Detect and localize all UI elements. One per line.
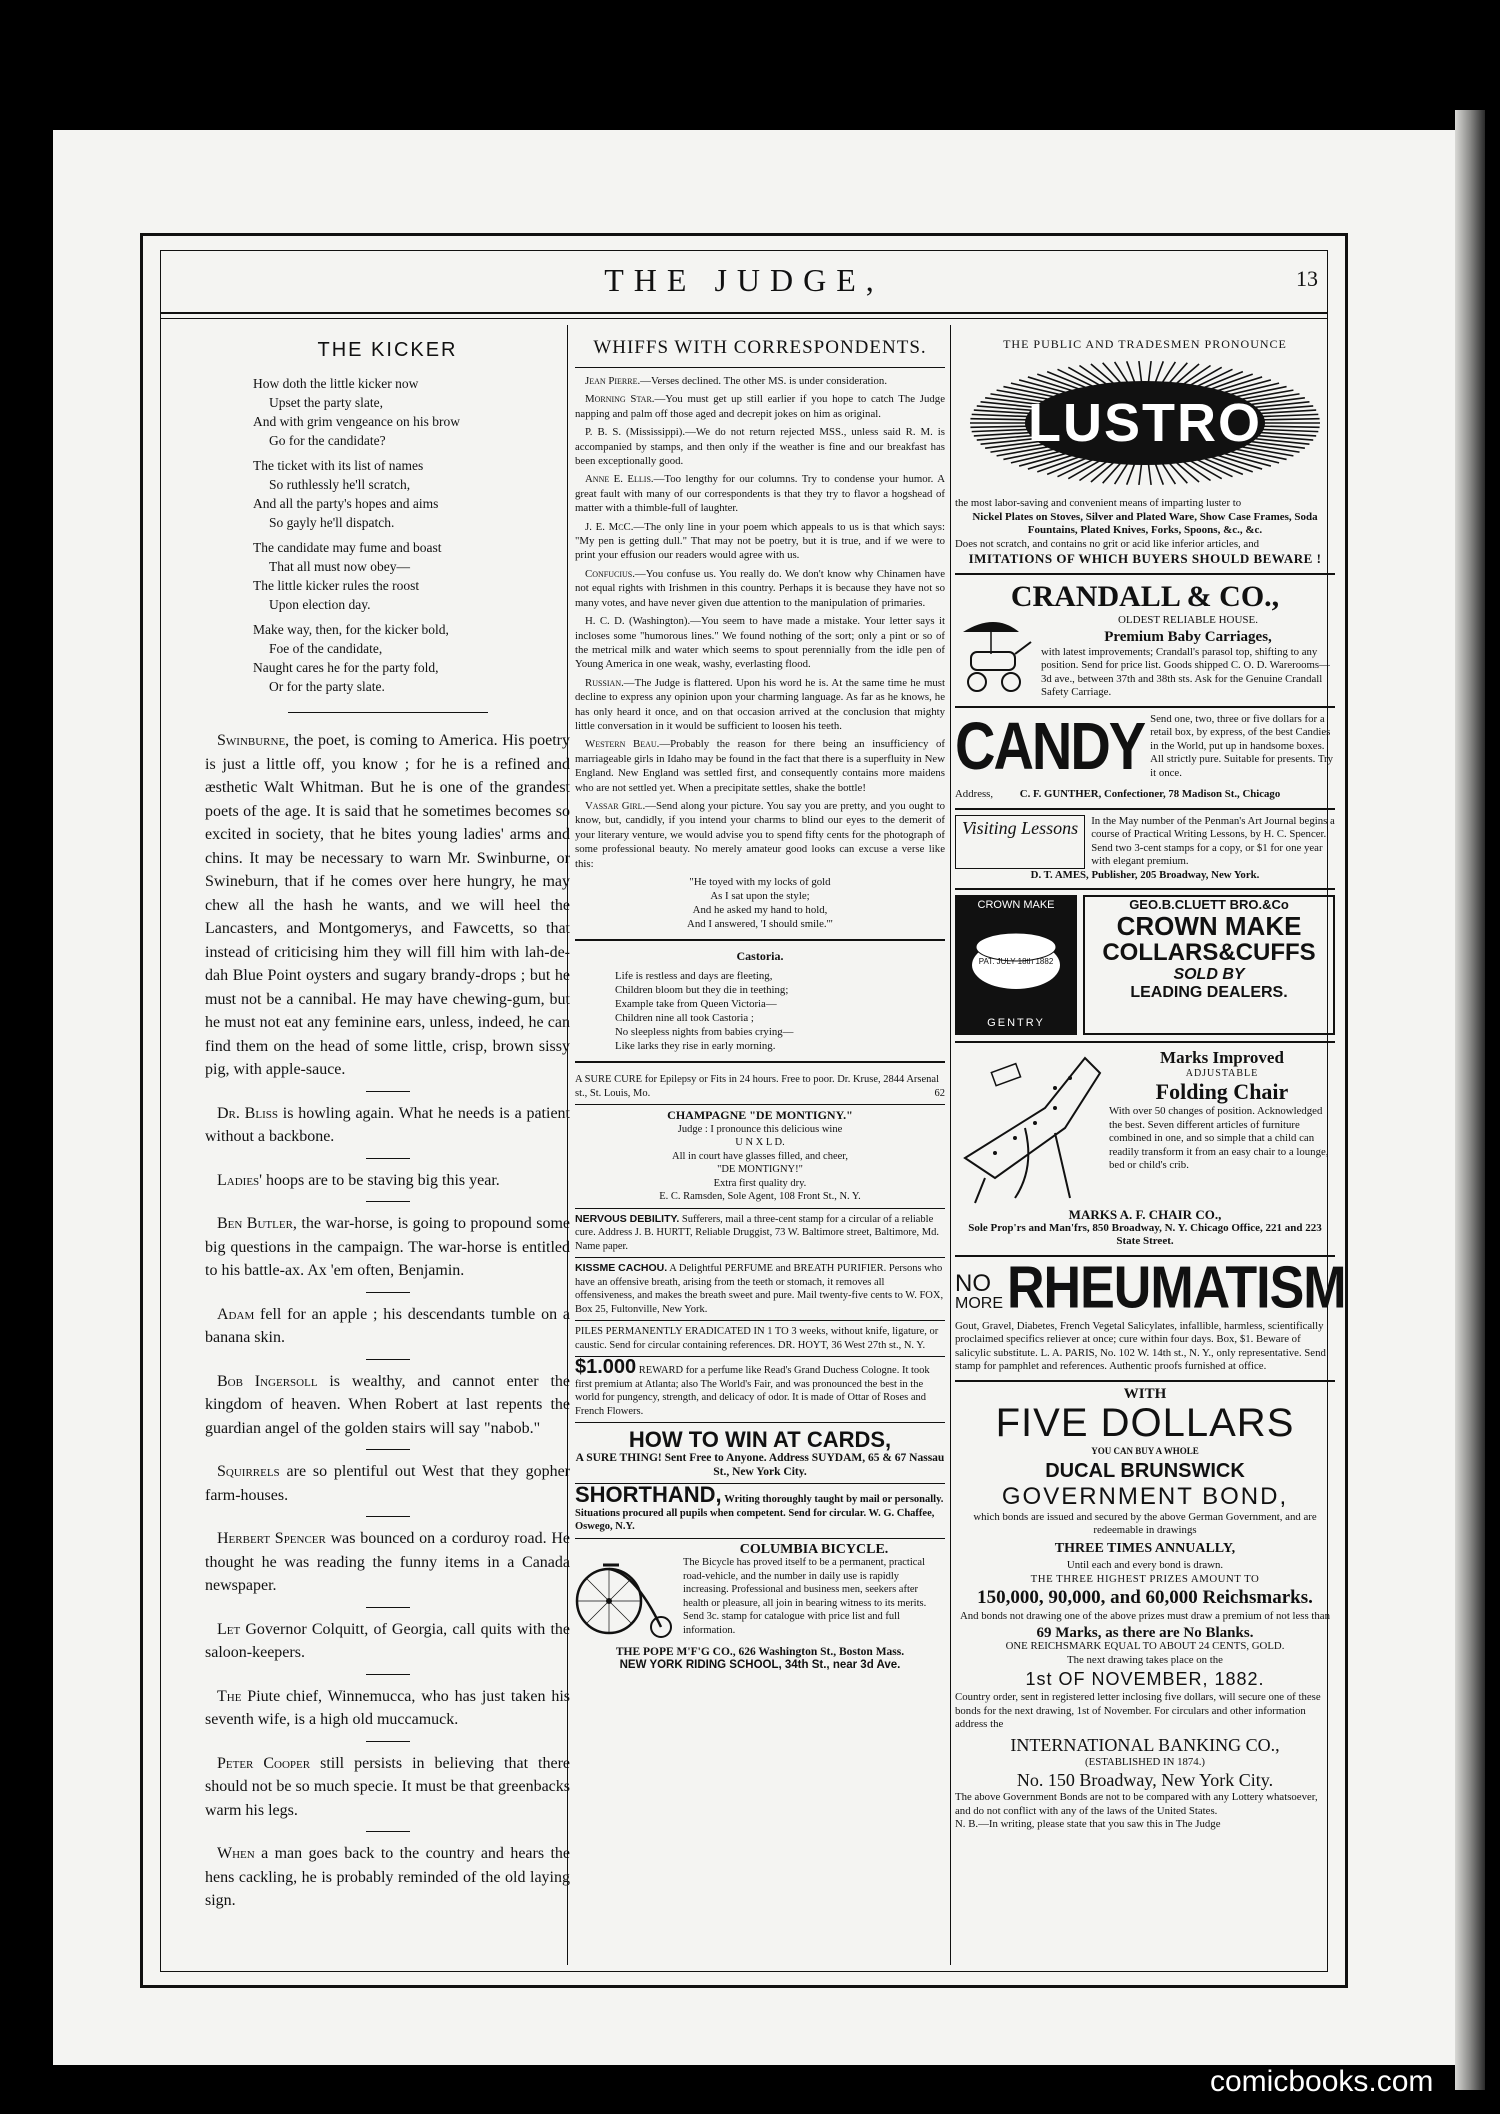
visiting-script: Visiting Lessons — [955, 815, 1085, 869]
bond-nb: N. B.—In writing, please state that you saw this in The Judge — [955, 1818, 1221, 1830]
crown-patent: PAT. JULY 18th 1882 — [978, 957, 1054, 966]
item-text: the poet, is coming to America. His poetry is just a little off, you know ; for he is a refined and æsthetic Walt Whitman. But he is one of the grandest poets of the age. It is said that he sometimes becomes so excited in society, that he bites young ladies' arms and chins. It may be necessary to warn Mr. Swinburne, or Swineburn, that if he comes over here hungry, he may chew all the hash he wants, and we will heel the Lancasters, and Montgomerys, and Fawcetts, so that instead of criticising him they will fill him with lah-de-dah Blue Point oysters and sugary brandy-drops ; but he must not be a cannibal. He may have chewing-gum, but he must not eat any feminine ears, unless, indeed, he can find them on the head of some little, crisp, brown sissy pig, with apple-sauce. — [205, 732, 570, 1078]
lustro-header: THE PUBLIC AND TRADESMEN PRONOUNCE — [1003, 337, 1287, 351]
whiffs-rule — [575, 367, 945, 368]
ad-reward-text: REWARD for a perfume like Read's Grand Duchess Cologne. It took first premium at Atlanta; also The World's Fair, and was pronounced the best in the world for pungency, strength, and delicacy of odor. It is made of Ottar of Roses and French Flowers. — [575, 1365, 930, 1417]
correspondent-reply — [575, 374, 945, 388]
poem-stanza — [253, 456, 570, 532]
verse-line: And he asked my hand to hold, — [692, 904, 828, 916]
baby-carriage-icon — [955, 614, 1035, 694]
ad-nervous-head: NERVOUS DEBILITY. — [575, 1212, 680, 1225]
poem-line: The little kicker rules the roost — [253, 578, 420, 593]
lustro-products: Nickel Plates on Stoves, Silver and Plated Ware, Show Case Frames, Soda Fountains, Plated Knives, Forks, Spoons, &c., &c. — [972, 510, 1318, 536]
ad-riding-school: NEW YORK RIDING SCHOOL, 34th St., near 3d Ave. — [619, 1659, 901, 1671]
poem-line: Or for the party slate. — [269, 679, 385, 694]
watermark: comicbooks.com — [1210, 2065, 1434, 2098]
column-middle — [575, 325, 945, 1677]
ad-champagne — [575, 1105, 945, 1209]
candy-address-line — [955, 788, 1335, 802]
crown-left-top: CROWN MAKE — [977, 899, 1055, 911]
rheum-head — [955, 1254, 1346, 1321]
castoria-line: Children bloom but they die in teething; — [615, 984, 789, 996]
chair-head: Marks Improved — [1160, 1048, 1284, 1067]
item-text: Governor Colquitt, of Georgia, call quits with the saloon-keepers. — [205, 1620, 570, 1661]
castoria-title: Castoria. — [736, 949, 784, 963]
ad-reward-amount: $1.000 — [575, 1356, 637, 1378]
whiffs-title: WHIFFS WITH CORRESPONDENTS. — [593, 337, 927, 358]
castoria-line: Example take from Queen Victoria— — [615, 998, 777, 1010]
item-lead: Adam — [217, 1305, 255, 1323]
ad-nervous — [575, 1209, 945, 1259]
page-number: 13 — [1296, 266, 1318, 291]
item-text: the war-horse, is going to propound some big questions in the campaign. The war-horse is entitled to his battle-ax. Ax 'em often, Benjamin. — [205, 1215, 570, 1279]
bond-five-dollars: FIVE DOLLARS — [995, 1401, 1295, 1445]
bond-with: WITH — [1123, 1385, 1167, 1402]
item-lead: The — [217, 1687, 242, 1705]
correspondent-reply — [575, 567, 945, 610]
reply-text: —Verses declined. The other MS. is under consideration. — [640, 375, 888, 387]
reply-text: —Probably the reason for there being an insufficiency of marriageable girls in Idaho may be found in the fact that there is a superfluity in New England. New England was settled first, and consequently contains more maidens who are not settled yet. When a precipitate settles, shake the bottle! — [575, 738, 945, 794]
masthead-rule — [160, 312, 1328, 314]
item-text: still persists in believing that there should not be so much specie. It must be that greenbacks warm his legs. — [205, 1754, 570, 1819]
candy-body — [955, 707, 1335, 784]
crown-left-bottom: GENTRY — [987, 1017, 1045, 1029]
champagne-line: Extra first quality dry. — [713, 1177, 807, 1189]
poem-line: The candidate may fume and boast — [253, 540, 442, 555]
lustro-text-1: the most labor-saving and convenient means of imparting luster to — [955, 497, 1242, 509]
correspondent-replies — [575, 374, 945, 871]
ad-reward — [575, 1357, 945, 1423]
chair-sub: ADJUSTABLE — [1185, 1068, 1259, 1079]
reply-name: Morning Star. — [585, 393, 655, 406]
candy-address-label: Address, — [955, 788, 994, 800]
candy-address: C. F. GUNTHER, Confectioner, 78 Madison St., Chicago — [1019, 788, 1281, 800]
bond-country-order: Country order, sent in registered letter inclosing five dollars, will secure one of these bonds for the next drawing, 1st of November. For circulars and other information address the — [955, 1691, 1321, 1730]
champagne-line: E. C. Ramsden, Sole Agent, 108 Front St., N. Y. — [659, 1191, 861, 1202]
item-separator — [366, 1201, 410, 1202]
lustro-text-2: Does not scratch, and contains no grit or acid like inferior articles, and — [955, 537, 1260, 550]
crown-collar-box — [955, 895, 1077, 1035]
ad-candy — [955, 708, 1335, 810]
item-lead: Ben Butler, — [217, 1215, 297, 1232]
paragraph-item — [205, 729, 570, 1082]
correspondent-reply — [575, 676, 945, 734]
ad-kissme-head: KISSME CACHOU. — [575, 1262, 668, 1274]
reply-text: (Mississippi).—We do not return rejected MSS., unless said R. M. is accompanied by stamps, and then only if the weather is fine and our breakfast has been exceptionally good. — [575, 426, 945, 468]
item-separator — [366, 1091, 410, 1092]
ad-bicycle-text: The Bicycle has proved itself to be a permanent, practical road-vehicle, and the number in daily use is rapidly increasing. Professional and business men, seekers after health or pleasure, all join in bearing witness to its merits. Send 3c. stamp for catalogue with price list and full information. — [683, 1557, 927, 1636]
paragraph-item — [205, 1460, 570, 1507]
paragraph-item — [205, 1842, 570, 1913]
verse-line: "He toyed with my locks of gold — [689, 876, 831, 888]
correspondent-reply — [575, 614, 945, 672]
book-spine — [1455, 110, 1485, 2090]
item-text: is wealthy, and cannot enter the kingdom of heaven. When Robert at last repents the guardian angel of the golden stairs will say "nabob." — [205, 1372, 570, 1437]
champagne-line: All in court have glasses filled, and cheer, — [672, 1150, 848, 1162]
reply-text: —Too lengthy for our columns. Try to condense your humor. A great fault with many of our correspondents is that they try to flavor a hogshead of matter with a thimble-full of laughter. — [575, 473, 945, 515]
crown-line: LEADING DEALERS. — [1130, 984, 1288, 1001]
crown-line: CROWN MAKE — [1116, 911, 1302, 941]
reply-text: —You must get up still earlier if you hope to catch The Judge napping and palm off those aged and decrepit jokes on him as original. — [575, 393, 945, 420]
ad-cards-text: A SURE THING! Sent Free to Anyone. Address SUYDAM, 65 & 67 Nassau St., New York City. — [575, 1452, 945, 1478]
item-lead: Dr. Bliss — [217, 1104, 278, 1122]
bond-government: GOVERNMENT BOND, — [1001, 1482, 1289, 1510]
chair-company: MARKS A. F. CHAIR CO., — [1068, 1207, 1222, 1222]
visiting-body — [955, 815, 1335, 869]
chair-title: Folding Chair — [1155, 1079, 1289, 1104]
rheum-text: Gout, Gravel, Diabetes, French Vegetal Salicylates, infallible, harmless, scientifically proclaimed specifics reliever at once; cure within four days. Box, $1. Beware of salicylic substitute. L. A. PARIS, No. 102 W. 14th st., N. Y., only representative. Send stamp for pamphlet and references. Authentic proofs furnished at office. — [955, 1319, 1326, 1372]
ad-cards — [575, 1423, 945, 1484]
bond-69-marks: 69 Marks, as there are No Blanks. — [1036, 1624, 1254, 1641]
item-separator — [366, 1741, 410, 1742]
item-lead: Ladies' — [217, 1171, 263, 1189]
poem-stanza — [253, 620, 570, 696]
item-lead: Bob Ingersoll — [217, 1372, 318, 1390]
champagne-line: U N X L D. — [735, 1137, 785, 1148]
ad-crandall — [955, 575, 1335, 708]
bond-ducal: DUCAL BRUNSWICK — [1045, 1459, 1245, 1482]
ad-crown-collars — [955, 890, 1335, 1043]
poem-line: That all must now obey— — [269, 559, 410, 574]
crandall-text: with latest improvements; Crandall's parasol top, shifting to any position. Send for price list. Goods shipped C. O. D. Warerooms—3d ave., between 37th and 38th sts. Ask for the Genuine Crandall Safety Carriage. — [1041, 645, 1330, 698]
reply-name: P. B. S. — [585, 426, 622, 439]
verse-line: And I answered, 'I should smile.'" — [687, 918, 833, 930]
ad-champagne-lines — [575, 1123, 945, 1204]
verse-line: As I sat upon the style; — [710, 890, 810, 902]
paragraph-item — [205, 1212, 570, 1283]
paragraph-item — [205, 1752, 570, 1823]
chair-copy — [1109, 1048, 1335, 1208]
crown-line: COLLARS&CUFFS — [1102, 939, 1316, 966]
item-lead: Herbert Spencer — [217, 1530, 326, 1547]
lustro-wordmark: LUSTRO — [1028, 393, 1262, 453]
paragraph-item — [205, 1685, 570, 1732]
correspondent-reply — [575, 472, 945, 515]
castoria-line: No sleepless nights from babies crying— — [615, 1026, 794, 1038]
ad-sure-cure-number: 62 — [934, 1087, 945, 1099]
ad-kissme — [575, 1258, 945, 1321]
ad-bicycle-head: COLUMBIA BICYCLE. — [739, 1541, 889, 1557]
item-separator — [366, 1158, 410, 1159]
poem-line: And with grim vengeance on his brow — [253, 414, 460, 429]
poem-line: So gayly he'll dispatch. — [269, 515, 395, 530]
poem-line: Foe of the candidate, — [269, 641, 383, 656]
item-text: are so plentiful out West that they gopher farm-houses. — [205, 1463, 570, 1504]
paragraph-item — [205, 1303, 570, 1350]
item-separator — [366, 1359, 410, 1360]
poem-stanza — [253, 374, 570, 450]
paragraph-item — [205, 1618, 570, 1665]
champagne-line: Judge : I pronounce this delicious wine — [677, 1123, 843, 1135]
bond-highest: THE THREE HIGHEST PRIZES AMOUNT TO — [1030, 1572, 1260, 1585]
ad-sure-cure-text: A SURE CURE for Epilepsy or Fits in 24 hours. Free to poor. Dr. Kruse, 2844 Arsenal st., St. Louis, Mo. — [575, 1074, 939, 1099]
rheum-wordmark: RHEUMATISM — [1007, 1254, 1346, 1321]
paragraph-item — [205, 1527, 570, 1598]
crandall-sub: OLDEST RELIABLE HOUSE. — [1117, 614, 1259, 626]
item-separator — [366, 1607, 410, 1608]
quoted-verse — [575, 875, 945, 931]
candy-wordmark: CANDY — [955, 707, 1145, 784]
bond-november: 1st OF NOVEMBER, 1882. — [1025, 1669, 1265, 1689]
section-rule — [288, 712, 488, 713]
item-lead: When — [217, 1845, 255, 1862]
bond-three-times: THREE TIMES ANNUALLY, — [1054, 1540, 1236, 1556]
crandall-name: CRANDALL & CO., — [1010, 580, 1280, 613]
item-text: fell for an apple ; his descendants tumble on a banana skin. — [205, 1305, 570, 1346]
poem-line: The ticket with its list of names — [253, 458, 424, 473]
reply-name: Confucius. — [585, 567, 635, 580]
column-right — [955, 325, 1346, 1832]
ad-bicycle-body — [575, 1543, 945, 1643]
ad-shorthand — [575, 1484, 945, 1539]
champagne-line: "DE MONTIGNY!" — [717, 1164, 803, 1175]
reply-text: —You confuse us. You really do. We don't know why Chinamen have not equal rights with Irishmen in this country. Perhaps it is because they have not so many votes, and have never given due attention to the manipulation of primaries. — [575, 567, 945, 609]
lustro-imitations: IMITATIONS OF WHICH BUYERS SHOULD BEWARE ! — [968, 551, 1322, 566]
ad-bicycle-copy — [683, 1543, 945, 1643]
ad-lustro — [955, 492, 1335, 575]
poem-line: Upon election day. — [269, 597, 371, 612]
poem-line: Upset the party slate, — [269, 395, 383, 410]
folding-chair-icon — [955, 1048, 1105, 1208]
crown-right-panel — [1083, 895, 1335, 1035]
bond-established: (ESTABLISHED IN 1874.) — [1085, 1755, 1205, 1768]
rheum-no: NO — [955, 1269, 991, 1297]
poem-stanza — [253, 538, 570, 614]
castoria-verse — [615, 969, 945, 1053]
reply-name: J. E. McC. — [585, 520, 634, 533]
item-separator — [366, 1674, 410, 1675]
bond-text: which bonds are issued and secured by the above German Government, and are redeemable in drawings — [973, 1510, 1317, 1536]
item-separator — [366, 1449, 410, 1450]
bond-and-bonds: And bonds not drawing one of the above prizes must draw a premium of not less than — [959, 1610, 1330, 1622]
reply-text: (Washington).—You seem to have made a mistake. Your letter says it incloses some "humorous lines." We found nothing of the sort; only a pint or so of the metrical milk and water which seems to spout perennially from the idle pen of Young America in one weak, washy, everlasting flood. — [575, 615, 945, 671]
item-lead: Squirrels — [217, 1463, 280, 1480]
reply-name: Anne E. Ellis. — [585, 473, 654, 486]
rheum-prefix — [955, 1269, 1003, 1314]
crown-line: SOLD BY — [1173, 966, 1245, 983]
poem-body — [205, 374, 570, 696]
reply-name: H. C. D. — [585, 615, 625, 628]
bicycle-icon — [575, 1543, 675, 1643]
chair-text: With over 50 changes of position. Acknowledged the best. Seven different articles of furniture combined in one, and so simple that a child can readily transform it from an easy chair to a lounge, bed or child's crib. — [1109, 1105, 1329, 1171]
ad-bicycle — [575, 1539, 945, 1677]
ad-piles: PILES PERMANENTLY ERADICATED IN 1 TO 3 weeks, without knife, ligature, or caustic. Send for circular containing references. DR. HOYT, 36 West 27th st., N. Y. — [575, 1321, 945, 1357]
masthead: THE JUDGE, — [604, 262, 884, 298]
candy-text: Send one, two, three or five dollars for a retail box, by express, of the best Candies in the World, put up in handsome boxes. All strictly pure. Suitable for presents. Try it once. — [1150, 712, 1334, 779]
reply-name: Russian. — [585, 676, 624, 689]
item-text: hoops are to be staving big this year. — [262, 1171, 500, 1189]
castoria-line: Children nine all took Castoria ; — [615, 1012, 754, 1024]
reply-name: Western Beau. — [585, 738, 660, 751]
paragraph-item — [205, 1169, 570, 1193]
castoria-line: Like larks they rise in early morning. — [615, 1040, 776, 1052]
ad-brunswick-bond — [955, 1382, 1335, 1832]
bond-next-drawing: The next drawing takes place on the — [1067, 1653, 1223, 1666]
column-divider-2 — [950, 325, 951, 1965]
ad-folding-chair — [955, 1043, 1335, 1257]
item-text: was bounced on a corduroy road. He thought he was reading the funny items in a Canada newspaper. — [205, 1530, 571, 1594]
item-text: Piute chief, Winnemucca, who has just taken his seventh wife, is a high old muccamuck. — [205, 1687, 570, 1728]
item-lead: Swinburne, — [217, 732, 290, 749]
ad-bicycle-pope: THE POPE M'F'G CO., 626 Washington St., Boston Mass. — [615, 1645, 905, 1658]
poem-line: Go for the candidate? — [269, 433, 386, 448]
item-lead: Let — [217, 1620, 241, 1638]
bond-one-mark: ONE REICHSMARK EQUAL TO ABOUT 24 CENTS, GOLD. — [1005, 1640, 1285, 1652]
ad-cards-head: HOW TO WIN AT CARDS, — [628, 1427, 892, 1452]
ad-kissme-text: A Delightful PERFUME and BREATH PURIFIER. Persons who have an offensive breath, arising from the teeth or stomach, it removes all offensiveness, and makes the breath sweet and pure. Mail twenty-five cents to W. FOX, Box 25, Fultonville, New York. — [575, 1263, 944, 1315]
paragraph-item — [205, 1102, 570, 1149]
item-text: is howling again. What he needs is a patient without a backbone. — [205, 1104, 570, 1145]
poem-line: Make way, then, for the kicker bold, — [253, 622, 449, 637]
correspondent-reply — [575, 799, 945, 871]
masthead-rule-thin — [160, 318, 1328, 319]
ad-shorthand-text: Writing thoroughly taught by mail or personally. Situations procured all pupils when competent. Send for circular. W. G. Chaffee, Oswego, N.Y. — [575, 1494, 944, 1532]
reply-name: Jean Pierre. — [585, 375, 641, 387]
ads-rule — [575, 1061, 945, 1063]
ad-rheumatism — [955, 1254, 1346, 1382]
chair-body — [955, 1048, 1335, 1208]
bond-bank: INTERNATIONAL BANKING CO., — [1010, 1734, 1280, 1755]
visiting-publisher: D. T. AMES, Publisher, 205 Broadway, New York. — [1030, 868, 1260, 881]
item-separator — [366, 1516, 410, 1517]
reply-text: —The only line in your poem which appeals to us is that which says: "My pen is getting dull." That may not be poetry, but it is true, and if we were to print your effusion our readers would agree with us. — [575, 520, 945, 562]
item-lead: Peter Cooper — [217, 1754, 311, 1772]
castoria-line: Life is restless and days are fleeting, — [615, 970, 773, 982]
reply-name: Vassar Girl. — [585, 799, 646, 812]
bond-address: No. 150 Broadway, New York City. — [1016, 1770, 1274, 1790]
visiting-text: In the May number of the Penman's Art Journal begins a course of Practical Writing Lessons, by H. C. Spencer. Send two 3-cent stamps for a copy, or $1 for one year with elegant premium. — [1091, 814, 1335, 867]
chair-address: Sole Prop'rs and Man'frs, 850 Broadway, N. Y. Chicago Office, 221 and 223 State Street. — [968, 1221, 1322, 1247]
column-left — [205, 325, 570, 1913]
crandall-copy — [1041, 614, 1335, 700]
item-text: a man goes back to the country and hears the hens cackling, he is probably reminded of the old laying sign. — [205, 1845, 570, 1909]
castoria-rule — [575, 939, 945, 941]
reply-text: —Send along your picture. You say you are pretty, and you ought to know, but, candidly, if you intend your charms to blind our eyes to the demerit of your literary venture, we would advise you to spend fifty cents for the photograph of some professional beauty. No merely amateur good looks can excuse a verse like this: — [575, 799, 945, 870]
ad-nervous-text: Sufferers, mail a three-cent stamp for a circular of a reliable cure. Address J. B. HURTT, Reliable Druggist, 73 W. Baltimore street, Baltimore, Md. Name paper. — [575, 1213, 939, 1252]
lustro-logo — [955, 358, 1335, 488]
ad-sure-cure — [575, 1069, 945, 1105]
bond-prizes: 150,000, 90,000, and 60,000 Reichsmarks. — [977, 1587, 1313, 1608]
poem-line: So ruthlessly he'll scratch, — [269, 477, 411, 492]
poem-title: THE KICKER — [317, 339, 458, 361]
correspondent-reply — [575, 737, 945, 795]
crown-body — [955, 895, 1335, 1035]
item-separator — [366, 1831, 410, 1832]
poem-line: How doth the little kicker now — [253, 376, 419, 391]
correspondent-reply — [575, 520, 945, 563]
correspondent-reply — [575, 425, 945, 468]
bond-until: Until each and every bond is drawn. — [1066, 1559, 1224, 1571]
crandall-body — [955, 614, 1335, 700]
poem-line: And all the party's hopes and aims — [253, 496, 439, 511]
paragraph-items — [205, 729, 570, 1913]
ad-champagne-head: CHAMPAGNE "DE MONTIGNY." — [667, 1108, 853, 1122]
poem-line: Naught cares he for the party fold, — [253, 660, 439, 675]
ad-shorthand-head: SHORTHAND, — [575, 1482, 722, 1507]
paragraph-item — [205, 1370, 570, 1441]
reply-text: —The Judge is flattered. Upon his word he is. At the same time he must decline to express any opinion upon your charming language. As far as he knows, he has only heard it once, and on that occasion arrived at the conclusion that mighty little conversation in it would be sufficient to loosen his teeth. — [575, 676, 945, 732]
bond-you-can: YOU CAN BUY A WHOLE — [1091, 1446, 1199, 1456]
rheum-more: MORE — [955, 1294, 1003, 1312]
item-separator — [366, 1292, 410, 1293]
crown-line: GEO.B.CLUETT BRO.&Co — [1129, 897, 1289, 912]
bond-notice: The above Government Bonds are not to be compared with any Lottery whatsoever, and do not conflict with any of the laws of the United States. — [955, 1791, 1318, 1817]
ad-visiting-lessons — [955, 810, 1335, 891]
crandall-head: Premium Baby Carriages, — [1104, 628, 1272, 645]
correspondent-reply — [575, 392, 945, 421]
